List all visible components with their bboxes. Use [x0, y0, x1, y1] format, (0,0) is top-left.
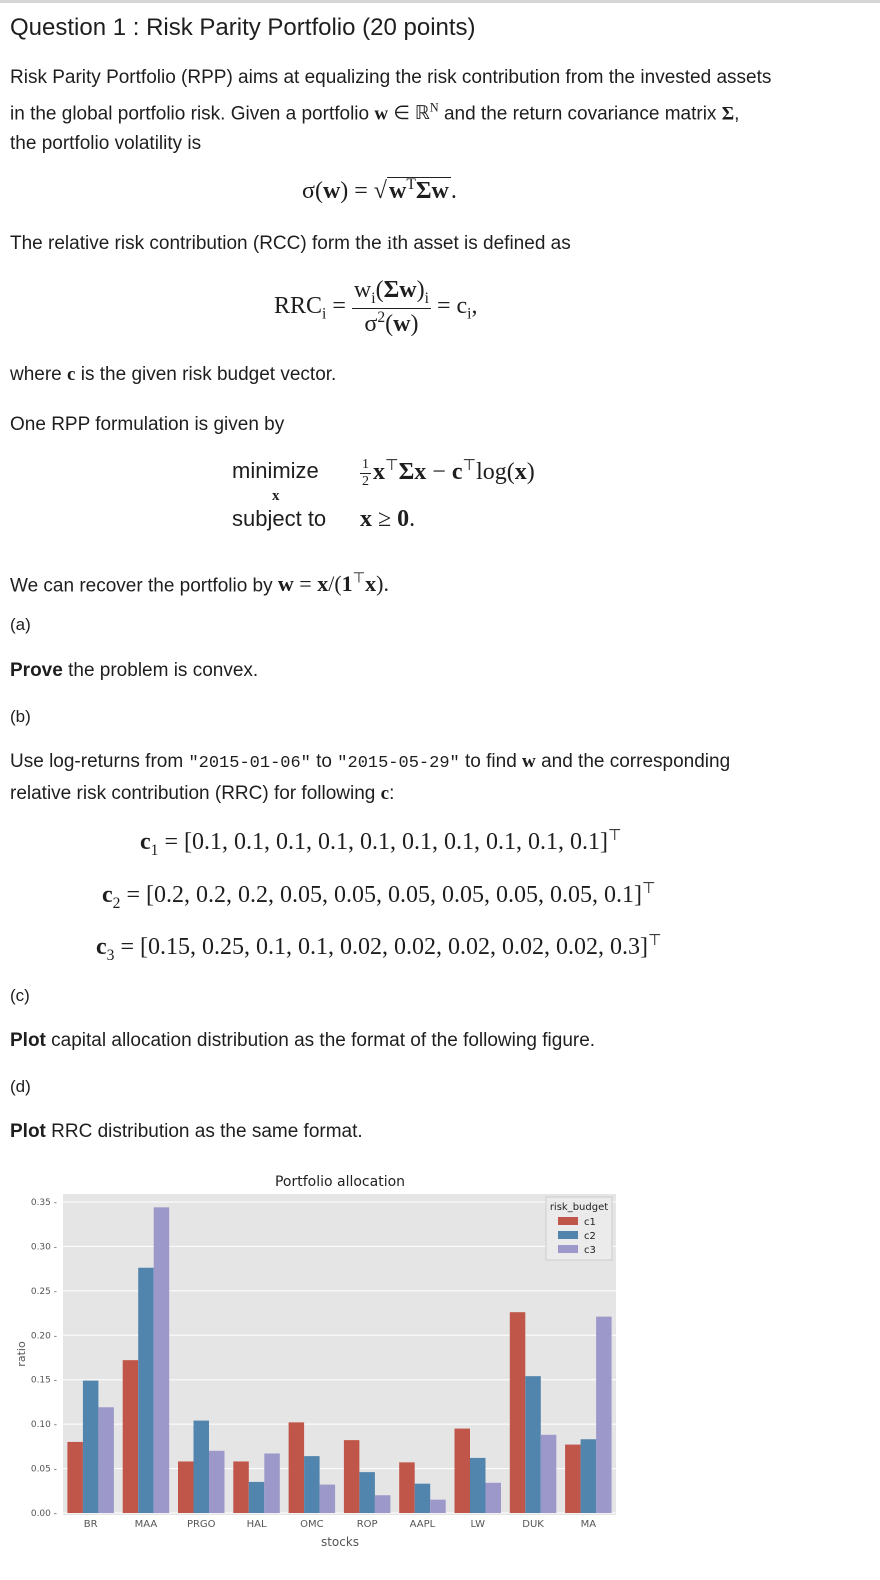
intro-line-3: the portfolio volatility is	[10, 133, 202, 155]
part-c-text: Plot capital allocation distribution as the format of the following figure.	[10, 1030, 596, 1051]
part-d-text: Plot RRC distribution as the same format.	[10, 1121, 363, 1142]
chart-title: Portfolio allocation	[274, 1174, 406, 1190]
y-tick-label: 0.25 -	[30, 1286, 57, 1297]
bar-c2-duk	[525, 1376, 541, 1513]
c1-equation: $c_1 = [0.1$, 0.1, 0.1, 0.1, 0.1, 0.1, 0.1, 0.1, 0.1, 0.1]⊤	[140, 827, 622, 859]
bar-c3-hal	[264, 1453, 280, 1513]
bar-c2-hal	[249, 1482, 264, 1513]
x-tick-label: AAPL	[409, 1519, 436, 1530]
bar-c2-prgo	[194, 1421, 210, 1513]
part-a-text: Prove the problem is convex.	[10, 660, 259, 681]
bar-c1-hal	[233, 1461, 249, 1513]
intro-line-1: Risk Parity Portfolio (RPP) aims at equalizing the risk contribution from the invested assets	[10, 67, 772, 88]
allocation-chart	[10, 1162, 630, 1554]
y-tick-label: 0.10 -	[30, 1420, 57, 1431]
bar-c1-rop	[344, 1440, 360, 1513]
y-tick-label: 0.05 -	[30, 1464, 57, 1475]
y-tick-label: 0.35 -	[30, 1198, 57, 1208]
y-axis-label: ratio	[15, 1341, 28, 1367]
bar-c3-ma	[596, 1317, 612, 1513]
c2-equation: $c_2 = [0.2$, 0.2, 0.2, 0.05, 0.05, 0.05, 0.05, 0.05, 0.05, 0.1]⊤	[102, 880, 656, 912]
minimize-label: minimize	[232, 458, 319, 483]
formulation-intro: One RPP formulation is given by	[10, 414, 285, 435]
legend-label-c3: c3	[584, 1245, 596, 1256]
bar-c1-prgo	[178, 1461, 194, 1513]
bar-c2-maa	[138, 1268, 154, 1513]
y-tick-label: 0.00 -	[30, 1509, 57, 1519]
part-b-line-2: relative risk contribution (RRC) for following c:	[10, 783, 395, 804]
intro-paragraph	[10, 63, 771, 159]
part-c-label: (c)	[10, 986, 30, 1005]
bar-c1-br	[67, 1442, 83, 1513]
bar-c2-br	[83, 1381, 99, 1513]
optimization-problem: minimize x $\frac{1}{2}$ x⊤Σx − c⊤log(x) subject to x ≥ 0.	[232, 456, 535, 532]
question-title: Question 1 : Risk Parity Portfolio (20 points)	[10, 14, 476, 41]
budget-sentence: where c is the given risk budget vector.	[10, 364, 337, 385]
bar-c1-omc	[289, 1422, 305, 1513]
rrc-equation: $RRC_i$ = $\frac{w_i(\Sigma w)_i}{\sigma^2(w)}$ = $c_i$,	[274, 277, 478, 337]
x-tick-label: HAL	[246, 1519, 267, 1530]
top-border	[0, 0, 880, 3]
intro-line-2: in the global portfolio risk. Given a portfolio w ∈ ℝ$^N$ and the return covariance matrix Σ,	[10, 101, 740, 125]
x-axis-label: stocks	[320, 1535, 360, 1549]
bar-c1-aapl	[399, 1462, 415, 1513]
bar-c1-ma	[565, 1445, 581, 1513]
legend-swatch-c3	[558, 1245, 578, 1253]
part-d-label: (d)	[10, 1077, 31, 1096]
legend	[546, 1197, 612, 1260]
legend-title: risk_budget	[549, 1202, 609, 1213]
x-tick-label: LW	[470, 1519, 486, 1530]
x-tick-label: MA	[580, 1519, 597, 1530]
x-tick-label: MAA	[134, 1519, 158, 1530]
bar-c3-prgo	[209, 1451, 225, 1513]
bar-c2-lw	[470, 1458, 486, 1513]
volatility-equation: $\sigma(w) = √w^T\Sigma w$.	[302, 176, 457, 204]
bar-c1-maa	[123, 1360, 139, 1513]
part-a-label: (a)	[10, 615, 31, 634]
c3-equation: $c_3 = [0.15$, 0.25, 0.1, 0.1, 0.02, 0.02, 0.02, 0.02, 0.02, 0.3]⊤	[96, 932, 662, 964]
legend-swatch-c1	[558, 1217, 578, 1225]
recover-sentence: We can recover the portfolio by w = x/(1⊤x).	[10, 571, 389, 597]
bar-c2-ma	[581, 1439, 597, 1513]
bar-c3-br	[98, 1407, 114, 1513]
part-b-label: (b)	[10, 707, 31, 726]
part-b-line-1: Use log-returns from "2015-01-06" to "2015-05-29" to find w and the corresponding	[10, 751, 731, 773]
bar-c2-rop	[359, 1472, 375, 1513]
bar-c1-duk	[510, 1312, 526, 1513]
bar-c3-duk	[541, 1435, 557, 1513]
y-tick-label: 0.15 -	[30, 1375, 57, 1386]
x-tick-label: PRGO	[186, 1519, 216, 1530]
bar-c3-maa	[154, 1207, 170, 1513]
legend-swatch-c2	[558, 1231, 578, 1239]
legend-label-c2: c2	[584, 1231, 596, 1242]
bar-c3-omc	[320, 1485, 336, 1513]
x-tick-label: ROP	[356, 1519, 378, 1530]
part-b-text	[10, 747, 730, 809]
rrc-intro: The relative risk contribution (RCC) form the ith asset is defined as	[10, 233, 571, 254]
bar-c3-rop	[375, 1495, 391, 1513]
legend-label-c1: c1	[584, 1217, 596, 1228]
subject-to-label: subject to	[232, 506, 327, 531]
bar-c3-lw	[486, 1483, 502, 1513]
y-tick-label: 0.20 -	[30, 1331, 57, 1342]
x-tick-label: BR	[83, 1519, 98, 1530]
bar-c3-aapl	[430, 1500, 446, 1513]
x-tick-label: OMC	[300, 1519, 324, 1530]
bar-c2-aapl	[415, 1484, 431, 1513]
bar-c1-lw	[455, 1429, 471, 1513]
x-tick-label: DUK	[522, 1519, 544, 1530]
y-tick-label: 0.30 -	[30, 1242, 57, 1253]
bar-c2-omc	[304, 1456, 320, 1513]
